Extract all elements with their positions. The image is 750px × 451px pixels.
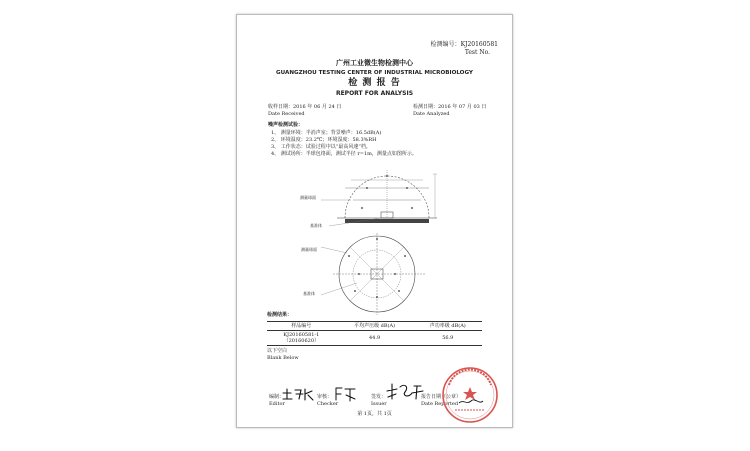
sample-id: KJ20160581-1 — [283, 332, 320, 338]
col-sample: 样品编号 — [291, 323, 312, 329]
swl-cell: 56.9 — [442, 335, 454, 341]
report-date-label-en: Date Reported — [421, 401, 459, 407]
report-number-label: 检测编号： — [430, 41, 461, 48]
col-spl: 平均声压级 dB(A) — [354, 323, 396, 329]
blank-below-en: Blank Below — [267, 355, 299, 361]
date-analyzed-en: Date Analyzed — [413, 111, 450, 117]
diagram-label-sphere-top: 测量球面 — [301, 247, 317, 252]
report-number-label-en: Test No. — [464, 49, 490, 56]
diagram-label-sphere: 测量球面 — [300, 195, 316, 200]
page-number: 第 1页，共 1页 — [357, 411, 392, 417]
diagram-label-base-top: 基准体 — [303, 291, 315, 296]
date-received-cn: 收样日期：2016 年 06 月 24 日 — [268, 104, 342, 110]
noise-item: 1、 测量环境：半消声室；背景噪声：16.5dB(A) — [271, 130, 382, 136]
table-row — [267, 331, 482, 346]
results-header-row — [267, 322, 482, 331]
date-analyzed-cn: 检测日期：2016 年 07 月 03 日 — [413, 104, 487, 110]
org-name-en: GUANGZHOU TESTING CENTER OF INDUSTRIAL MICROBIOLOGY — [276, 70, 473, 76]
report-date-label-cn: 报告日期（公章） — [421, 394, 462, 400]
issuer-signature — [385, 381, 425, 403]
noise-item: 3、 工作状态：试验过程中以“最高风速”档。 — [271, 144, 371, 150]
org-name-cn: 广州工业微生物检测中心 — [336, 58, 413, 67]
report-page — [236, 14, 513, 428]
noise-item: 4、 测试场所：半球包络面，测试半径 r=1m，测量点如图所示。 — [271, 151, 417, 157]
checker-signature — [333, 385, 359, 403]
hemisphere-top-diagram — [317, 233, 447, 315]
editor-label-cn: 编制： — [269, 394, 285, 400]
hemisphere-side-diagram — [307, 160, 457, 232]
date-received-en: Date Received — [268, 111, 305, 117]
spl-cell: 44.9 — [369, 335, 381, 341]
issuer-label-en: Issuer — [371, 401, 387, 407]
results-heading: 检测结果： — [267, 312, 293, 318]
editor-label-en: Editor — [269, 401, 285, 407]
sample-id-cell — [267, 331, 336, 346]
report-number-value: KJ20160581 — [460, 41, 498, 48]
issuer-label-cn: 签发： — [371, 394, 387, 400]
col-swl: 声功率级 dB(A) — [429, 323, 466, 329]
report-title-cn: 检 测 报 告 — [348, 78, 401, 88]
blank-below-cn: 以下空白 — [267, 348, 288, 354]
noise-heading: 噪声检测试验： — [268, 122, 304, 128]
results-table — [267, 321, 482, 346]
report-title-en: REPORT FOR ANALYSIS — [335, 90, 414, 97]
report-number — [431, 41, 498, 48]
checker-label-cn: 审核： — [317, 394, 333, 400]
sample-id-sub: （20160620） — [283, 338, 320, 344]
editor-signature — [281, 385, 315, 403]
official-stamp — [437, 365, 503, 425]
checker-label-en: Checker — [317, 401, 339, 407]
noise-item: 2、 环境温度：23.2℃；环境湿度：58.3%RH — [271, 137, 377, 143]
diagram-label-base: 基准体 — [310, 223, 322, 228]
